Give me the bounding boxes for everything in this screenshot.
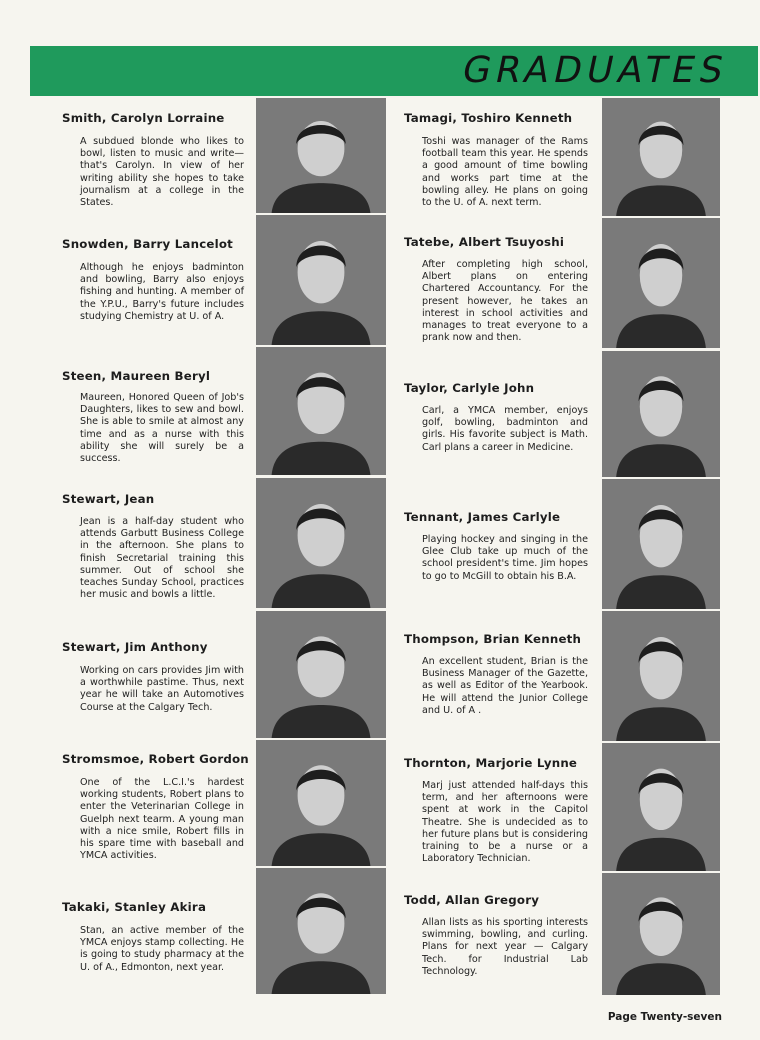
- graduate-name: Stromsmoe, Robert Gordon: [62, 752, 249, 766]
- graduate-bio: Carl, a YMCA member, enjoys golf, bowling, badminton and girls. His favorite subject is Math. Carl plans a career in Medicine.: [422, 405, 588, 453]
- graduate-name: Tamagi, Toshiro Kenneth: [404, 111, 573, 125]
- graduate-bio: Marj just attended half-days this term, and her afternoons were spent at work in the Capitol Theatre. She is undecided as to her future plans but is considering training to be a nurse or a Laboratory Technician.: [422, 780, 588, 865]
- graduate-bio: Working on cars provides Jim with a worthwhile pastime. Thus, next year he will take an Automotives Course at the Calgary Tech.: [80, 665, 244, 713]
- portrait-silhouette: [602, 98, 720, 216]
- portrait-photo: [256, 868, 386, 994]
- portrait-photo: [256, 98, 386, 213]
- graduate-bio: Allan lists as his sporting interests swimming, bowling, and curling. Plans for next year — Calgary Tech. for Industrial Lab Technology.: [422, 917, 588, 977]
- graduate-name: Snowden, Barry Lancelot: [62, 237, 233, 251]
- portrait-silhouette: [602, 218, 720, 348]
- page-number: Page Twenty-seven: [607, 1011, 722, 1023]
- graduate-name: Tatebe, Albert Tsuyoshi: [404, 235, 565, 249]
- page-title: GRADUATES: [459, 50, 733, 91]
- graduate-name: Steen, Maureen Beryl: [62, 369, 211, 383]
- portrait-silhouette: [602, 743, 720, 871]
- portrait-photo: [256, 215, 386, 345]
- portrait-silhouette: [256, 611, 386, 738]
- graduate-bio: Although he enjoys badminton and bowling, Barry also enjoys fishing and hunting. A member of the Y.P.U., Barry's future includes studying Chemistry at U. of A.: [80, 262, 244, 322]
- graduate-bio: Toshi was manager of the Rams football team this year. He spends a good amount of time bowling and works part time at the bowling alley. He plans on going to the U. of A. next term.: [422, 136, 588, 209]
- portrait-silhouette: [602, 479, 720, 609]
- portrait-silhouette: [602, 873, 720, 995]
- header-banner: [30, 46, 758, 96]
- portrait-silhouette: [602, 611, 720, 741]
- portrait-photo: [602, 873, 720, 995]
- portrait-photo: [256, 740, 386, 866]
- portrait-photo: [256, 611, 386, 738]
- graduate-bio: A subdued blonde who likes to bowl, listen to music and write—that's Carolyn. In view of her writing ability she hopes to take journalism at a college in the States.: [80, 136, 244, 209]
- portrait-photo: [256, 347, 386, 475]
- portrait-photo: [602, 351, 720, 477]
- graduate-name: Tennant, James Carlyle: [404, 510, 561, 524]
- portrait-photo: [602, 98, 720, 216]
- portrait-silhouette: [256, 868, 386, 994]
- graduate-name: Todd, Allan Gregory: [404, 893, 540, 907]
- portrait-photo: [602, 611, 720, 741]
- portrait-silhouette: [256, 98, 386, 213]
- portrait-photo: [602, 218, 720, 348]
- graduate-name: Taylor, Carlyle John: [404, 381, 535, 395]
- portrait-silhouette: [256, 215, 386, 345]
- graduate-name: Thompson, Brian Kenneth: [404, 632, 582, 646]
- portrait-photo: [602, 479, 720, 609]
- portrait-silhouette: [256, 740, 386, 866]
- graduate-bio: Playing hockey and singing in the Glee Club take up much of the school president's time. Jim hopes to go to McGill to obtain his B.A.: [422, 534, 588, 582]
- graduate-name: Stewart, Jean: [62, 492, 155, 506]
- graduate-name: Smith, Carolyn Lorraine: [62, 111, 225, 125]
- graduate-bio: One of the L.C.I.'s hardest working students, Robert plans to enter the Veterinarian College in Guelph next tearm. A young man with a nice smile, Robert fills in his spare time with baseball and YMCA activities.: [80, 777, 244, 862]
- graduate-name: Stewart, Jim Anthony: [62, 640, 208, 654]
- graduate-bio: After completing high school, Albert plans on entering Chartered Accountancy. For the present however, he takes an interest in school activities and manages to treat everyone to a prank now and then.: [422, 259, 588, 344]
- portrait-photo: [602, 743, 720, 871]
- portrait-photo: [256, 478, 386, 608]
- graduate-name: Thornton, Marjorie Lynne: [404, 756, 578, 770]
- portrait-silhouette: [256, 347, 386, 475]
- graduate-name: Takaki, Stanley Akira: [62, 900, 207, 914]
- graduate-bio: Maureen, Honored Queen of Job's Daughters, likes to sew and bowl. She is able to smile at almost any time and as a nurse with this ability she will surely be a success.: [80, 392, 244, 465]
- graduate-bio: Jean is a half-day student who attends Garbutt Business College in the afternoon. She plans to finish Secretarial training this summer. Out of school she teaches Sunday School, practices her music and bowls a little.: [80, 516, 244, 601]
- graduate-bio: An excellent student, Brian is the Business Manager of the Gazette, as well as Editor of the Yearbook. He will attend the Junior College and U. of A .: [422, 656, 588, 716]
- graduate-bio: Stan, an active member of the YMCA enjoys stamp collecting. He is going to study pharmacy at the U. of A., Edmonton, next year.: [80, 925, 244, 973]
- portrait-silhouette: [256, 478, 386, 608]
- portrait-silhouette: [602, 351, 720, 477]
